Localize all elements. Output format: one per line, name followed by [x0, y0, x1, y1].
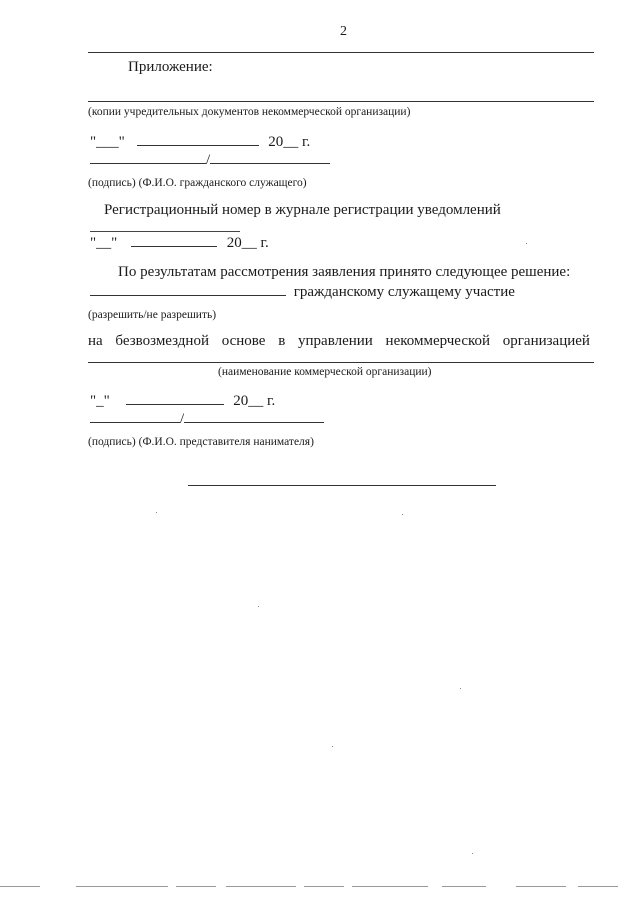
page-number: 2	[340, 24, 347, 39]
date-year-3: 20__ г.	[233, 393, 276, 409]
closing-rule	[188, 485, 496, 486]
date-month-blank-3	[126, 392, 224, 405]
name-blank	[210, 151, 330, 164]
date-year-2: 20__ г.	[226, 235, 269, 251]
caption-org-name: (наименование коммерческой организации)	[218, 366, 432, 378]
participation-text: гражданскому служащему участие	[293, 284, 515, 300]
management-word: безвозмездной	[115, 333, 209, 349]
registration-text: Регистрационный номер в журнале регистрации уведомлений	[104, 202, 501, 218]
date-day-blank-3: "_"	[90, 393, 110, 409]
scan-speck	[258, 606, 259, 607]
date-year: 20__ г.	[268, 134, 311, 150]
decision-text: По результатам рассмотрения заявления принято следующее решение:	[118, 264, 571, 280]
signature-blank-2	[90, 410, 180, 423]
management-line	[88, 333, 590, 350]
registration-blank-line	[90, 231, 240, 232]
scan-edge	[352, 886, 428, 887]
management-word: в	[278, 333, 286, 349]
signature-line-2	[90, 410, 324, 428]
scan-speck	[460, 688, 461, 689]
scan-edge	[76, 886, 168, 887]
management-word: организацией	[502, 333, 590, 349]
scan-edge	[0, 886, 40, 887]
scan-edge	[304, 886, 344, 887]
scan-speck	[332, 746, 333, 747]
date-line-1	[90, 133, 310, 151]
scan-speck	[526, 243, 527, 244]
name-blank-2	[184, 410, 324, 423]
slash: /	[206, 152, 211, 168]
appendix-label: Приложение:	[128, 59, 213, 75]
date-month-blank-2	[131, 234, 217, 247]
scan-edge	[578, 886, 618, 887]
management-word: основе	[221, 333, 266, 349]
scan-edge	[442, 886, 486, 887]
scan-edge	[516, 886, 566, 887]
participation-line	[90, 283, 515, 301]
scan-speck	[156, 512, 157, 513]
caption-signature-employer: (подпись) (Ф.И.О. представителя нанимателя)	[88, 436, 314, 448]
decision-blank	[90, 283, 286, 296]
caption-signature-servant: (подпись) (Ф.И.О. гражданского служащего)	[88, 177, 307, 189]
scan-speck	[402, 514, 403, 515]
org-name-blank-line	[88, 362, 594, 363]
scan-edge	[226, 886, 296, 887]
scan-speck	[472, 853, 473, 854]
date-day-blank-2: "__"	[90, 235, 118, 251]
caption-documents: (копии учредительных документов некоммерческой организации)	[88, 106, 411, 118]
caption-permit: (разрешить/не разрешить)	[88, 309, 217, 321]
signature-blank	[90, 151, 206, 164]
date-line-3	[90, 392, 275, 410]
slash-2: /	[180, 411, 185, 427]
scan-edge	[176, 886, 216, 887]
date-day-blank: "___"	[90, 134, 125, 150]
management-word: управлении	[298, 333, 373, 349]
date-month-blank	[137, 133, 259, 146]
documents-blank-line	[88, 101, 594, 102]
date-line-2	[90, 234, 269, 252]
management-word: на	[88, 333, 103, 349]
signature-line-1	[90, 151, 330, 169]
management-word: некоммерческой	[385, 333, 491, 349]
header-rule	[88, 52, 594, 53]
